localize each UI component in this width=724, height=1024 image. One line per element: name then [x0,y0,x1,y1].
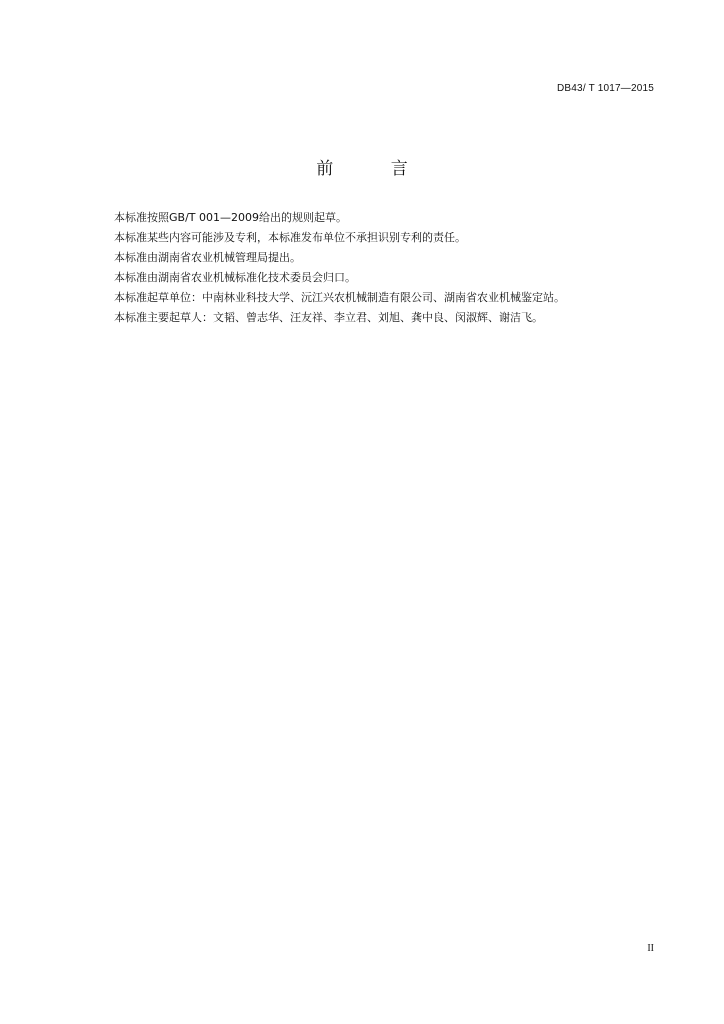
page-number: II [647,943,654,954]
page-title: 前 言 [316,159,434,179]
paragraph: 本标准按照GB/T 001—2009给出的规则起草。 [114,211,347,224]
paragraph: 本标准由湖南省农业机械管理局提出。 [114,251,301,264]
paragraph: 本标准起草单位：中南林业科技大学、沅江兴农机械制造有限公司、湖南省农业机械鉴定站。 [114,291,565,304]
paragraph: 本标准由湖南省农业机械标准化技术委员会归口。 [114,271,356,284]
paragraph: 本标准某些内容可能涉及专利，本标准发布单位不承担识别专利的责任。 [114,231,466,244]
standard-code: DB43/ T 1017—2015 [557,83,654,94]
foreword-body [114,208,674,328]
paragraph: 本标准主要起草人：文韬、曾志华、汪友祥、李立君、刘旭、龚中良、闵淑辉、谢洁飞。 [114,311,543,324]
